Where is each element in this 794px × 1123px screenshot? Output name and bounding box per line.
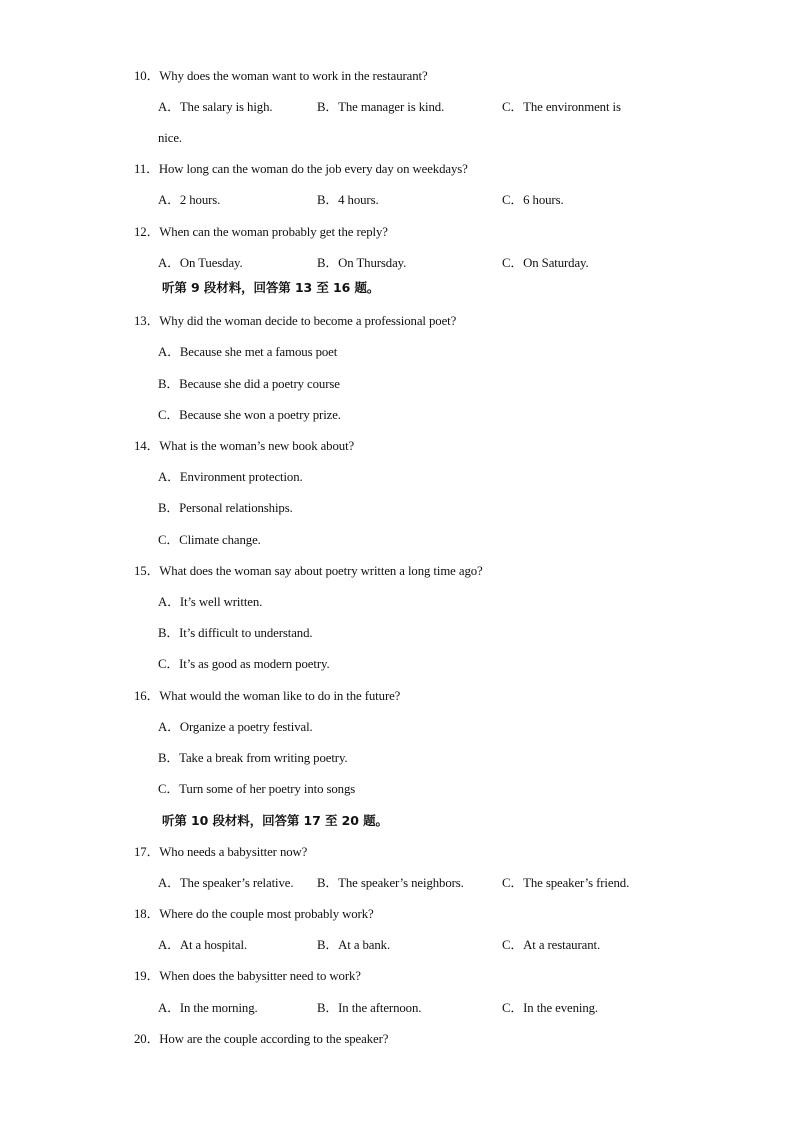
question-10-stem: 10．Why does the woman want to work in the restaurant? <box>134 69 428 83</box>
question-12-option-b: B．On Thursday. <box>317 256 407 270</box>
question-11-option-c: C．6 hours. <box>502 193 564 207</box>
question-13-option-c: C．Because she won a poetry prize. <box>158 408 341 422</box>
question-19-stem: 19．When does the babysitter need to work? <box>134 969 361 983</box>
question-15-option-b: B．It’s difficult to understand. <box>158 626 313 640</box>
question-19-option-c: C．In the evening. <box>502 1001 599 1015</box>
question-18-option-a: A．At a hospital. <box>158 938 248 952</box>
question-11-stem: 11．How long can the woman do the job every day on weekdays? <box>134 162 468 176</box>
question-11-option-a: A．2 hours. <box>158 193 221 207</box>
question-15-stem: 15．What does the woman say about poetry written a long time ago? <box>134 564 483 578</box>
question-14-option-c: C．Climate change. <box>158 533 261 547</box>
question-14-stem: 14．What is the woman’s new book about? <box>134 439 355 453</box>
question-14-option-b: B．Personal relationships. <box>158 501 293 515</box>
question-16-option-c: C．Turn some of her poetry into songs <box>158 782 356 796</box>
question-17-option-b: B．The speaker’s neighbors. <box>317 876 464 890</box>
question-17-option-a: A．The speaker’s relative. <box>158 876 294 890</box>
question-12-option-a: A．On Tuesday. <box>158 256 243 270</box>
question-17-option-c: C．The speaker’s friend. <box>502 876 630 890</box>
question-10-option-b: B．The manager is kind. <box>317 100 445 114</box>
question-17-stem: 17．Who needs a babysitter now? <box>134 845 308 859</box>
question-19-option-a: A．In the morning. <box>158 1001 258 1015</box>
question-10-option-c-continued: nice. <box>158 131 183 145</box>
question-18-option-b: B．At a bank. <box>317 938 391 952</box>
question-18-option-c: C．At a restaurant. <box>502 938 601 952</box>
question-13-option-b: B．Because she did a poetry course <box>158 377 340 391</box>
question-12-option-c: C．On Saturday. <box>502 256 589 270</box>
question-19-option-b: B．In the afternoon. <box>317 1001 422 1015</box>
question-13-option-a: A．Because she met a famous poet <box>158 345 338 359</box>
question-14-option-a: A．Environment protection. <box>158 470 303 484</box>
question-16-option-b: B．Take a break from writing poetry. <box>158 751 348 765</box>
question-10-option-c: C．The environment is <box>502 100 621 114</box>
question-16-stem: 16．What would the woman like to do in the future? <box>134 689 401 703</box>
section-10-heading: 听第 10 段材料，回答第 17 至 20 题。 <box>162 813 388 828</box>
question-20-stem: 20．How are the couple according to the speaker? <box>134 1032 389 1046</box>
question-12-stem: 12．When can the woman probably get the reply? <box>134 225 388 239</box>
question-18-stem: 18．Where do the couple most probably work? <box>134 907 374 921</box>
question-13-stem: 13．Why did the woman decide to become a professional poet? <box>134 314 457 328</box>
question-10-option-a: A．The salary is high. <box>158 100 273 114</box>
section-9-heading: 听第 9 段材料，回答第 13 至 16 题。 <box>162 280 380 295</box>
question-11-option-b: B．4 hours. <box>317 193 379 207</box>
question-15-option-a: A．It’s well written. <box>158 595 263 609</box>
question-15-option-c: C．It’s as good as modern poetry. <box>158 657 330 671</box>
question-16-option-a: A．Organize a poetry festival. <box>158 720 313 734</box>
